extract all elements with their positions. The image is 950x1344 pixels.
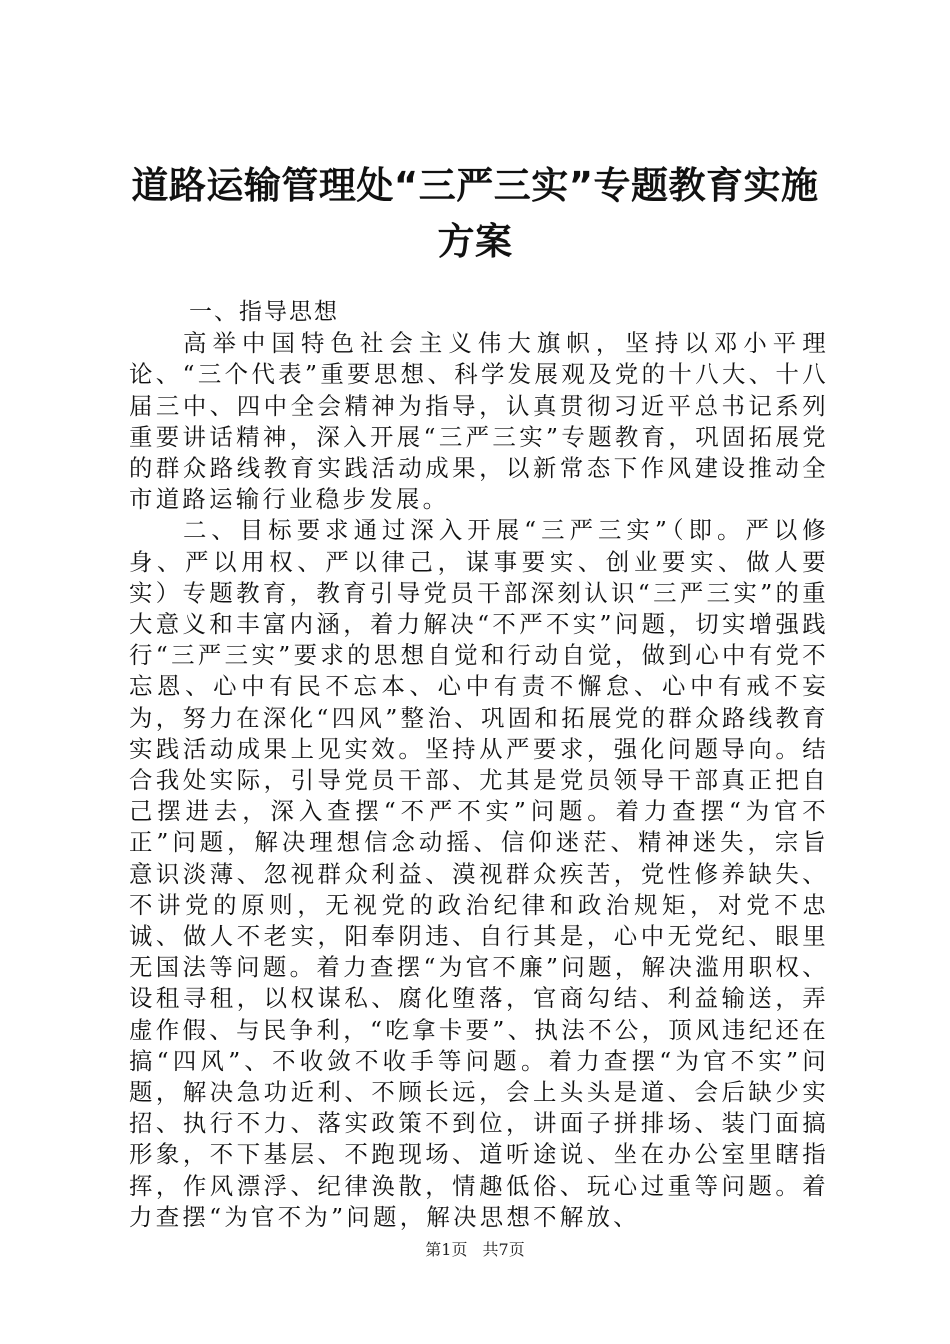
page-footer xyxy=(0,1240,950,1260)
section-heading-guiding-thought: 一、指导思想 xyxy=(189,299,339,325)
paragraph-objectives: 二、目标要求通过深入开展“三严三实”（即。严以修身、严以用权、严以律己，谋事要实、创业要实、做人要实）专题教育，教育引导党员干部深刻认识“三严三实”的重大意义和丰富内涵，着力解决“不严不实”问题，切实增强践行“三严三实”要求的思想自觉和行动自觉，做到心中有党不忘恩、心中有民不忘本、心中有责不懈怠、心中有戒不妄为，努力在深化“四风”整治、巩固和拓展党的群众路线教育实践活动成果上见实效。坚持从严要求，强化问题导向。结合我处实际，引导党员干部、尤其是党员领导干部真正把自己摆进去，深入查摆“不严不实”问题。着力查摆“为官不正”问题，解决理想信念动摇、信仰迷茫、精神迷失，宗旨意识淡薄、忽视群众利益、漠视群众疾苦，党性修养缺失、不讲党的原则，无视党的政治纪律和政治规矩，对党不忠诚、做人不老实，阳奉阴违、自行其是，心中无党纪、眼里无国法等问题。着力查摆“为官不廉”问题，解决滥用职权、设租寻租，以权谋私、腐化堕落，官商勾结、利益输送，弄虚作假、与民争利，“吃拿卡要”、执法不公，顶风违纪还在搞“四风”、不收敛不收手等问题。着力查摆“为官不实”问题，解决急功近利、不顾长远，会上头头是道、会后缺少实招、执行不力、落实政策不到位，讲面子拼排场、装门面搞形象，不下基层、不跑现场、道听途说、坐在办公室里瞎指挥，作风漂浮、纪律涣散，情趣低俗、玩心过重等问题。着力查摆“为官不为”问题，解决思想不解放、 xyxy=(129,516,829,1231)
page-number: 第1页 xyxy=(425,1240,468,1259)
page-total: 共7页 xyxy=(482,1240,525,1259)
document-body xyxy=(129,297,829,1233)
document-title: 道路运输管理处“三严三实”专题教育实施方案 xyxy=(131,164,819,263)
paragraph-guiding-thought: 高举中国特色社会主义伟大旗帜，坚持以邓小平理论、“三个代表”重要思想、科学发展观及党的十八大、十八届三中、四中全会精神为指导，认真贯彻习近平总书记系列重要讲话精神，深入开展“三严三实”专题教育，巩固拓展党的群众路线教育实践活动成果，以新常态下作风建设推动全市道路运输行业稳步发展。 xyxy=(129,329,829,514)
